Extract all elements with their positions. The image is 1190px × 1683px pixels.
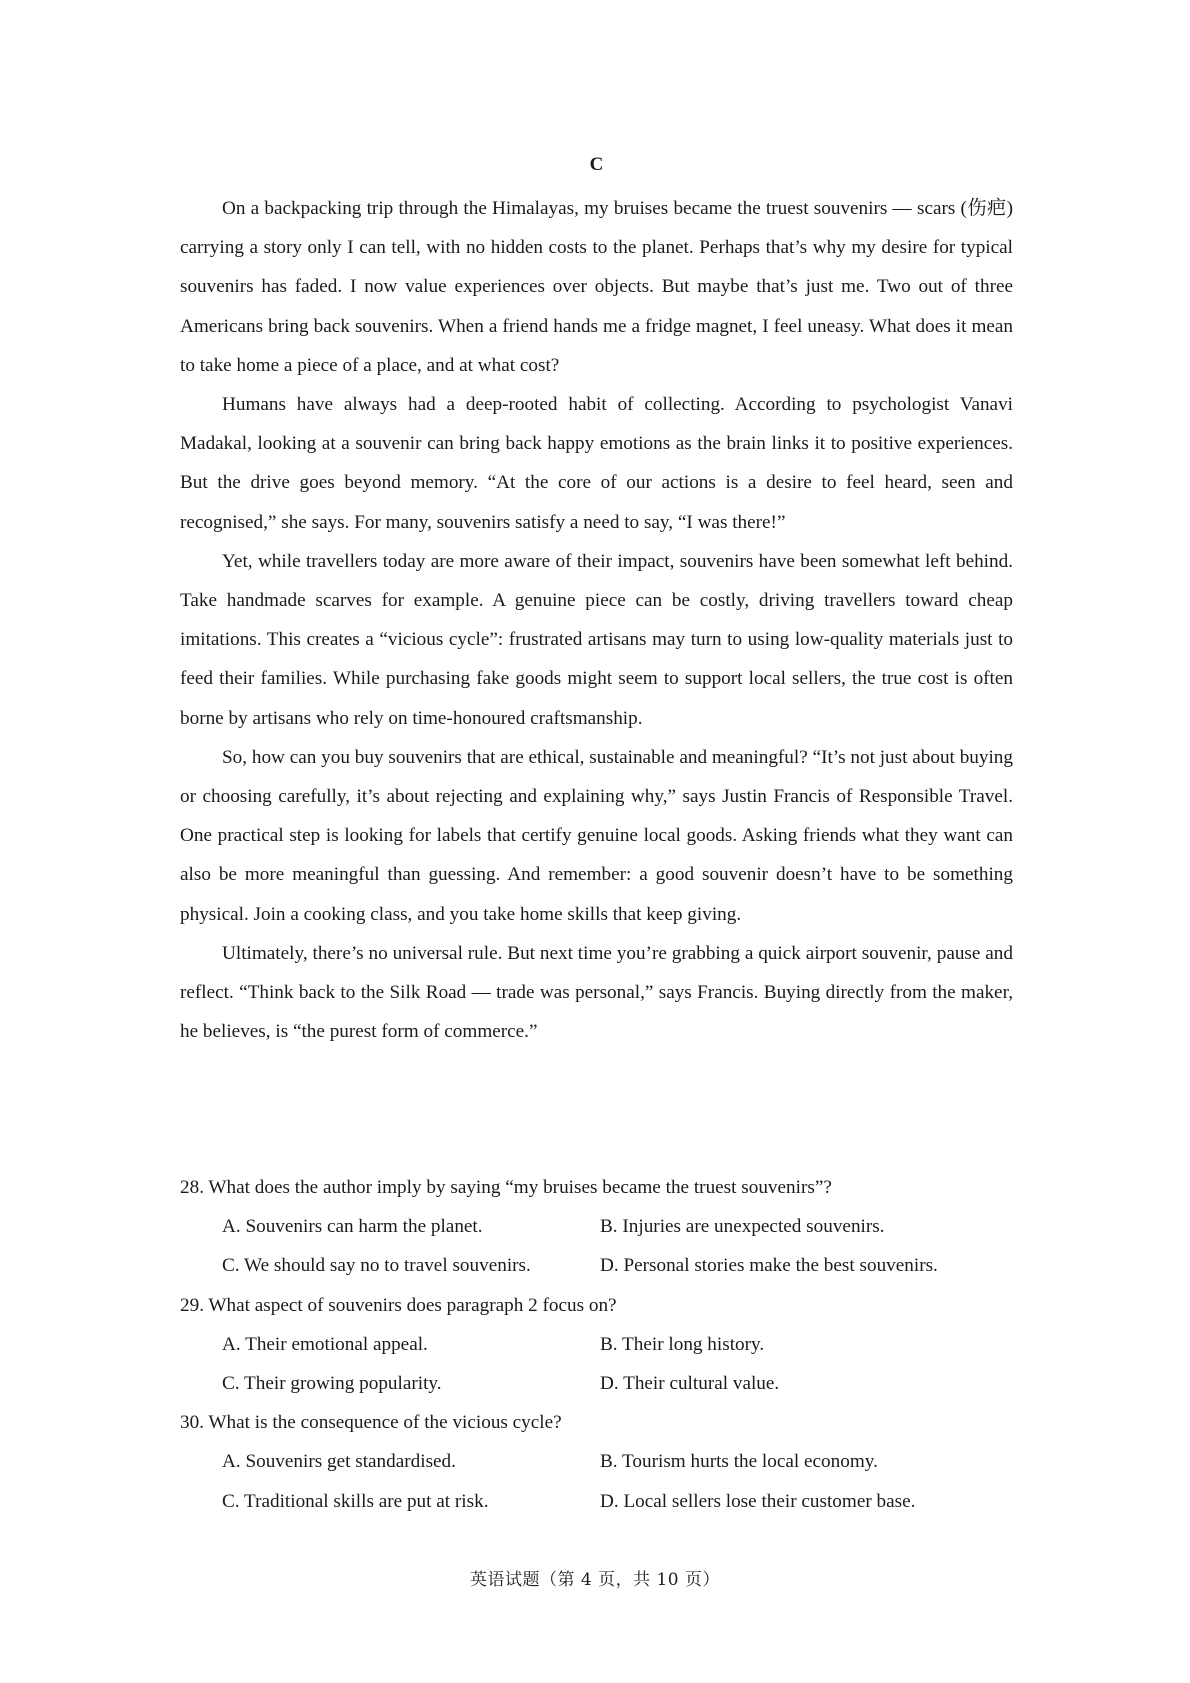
option-c: C. We should say no to travel souvenirs. [222,1255,531,1277]
question-stem: 29. What aspect of souvenirs does paragraph 2 focus on? [180,1294,617,1316]
question-29 [180,1286,1013,1404]
question-stem: 28. What does the author imply by saying “my bruises became the truest souvenirs”? [180,1177,832,1198]
paragraph: Humans have always had a deep-rooted habit of collecting. According to psychologist Vanavi Madakal, looking at a souvenir can bring back happy emotions as the brain links it to positive experiences. But the drive goes beyond memory. “At the core of our actions is a desire to feel heard, seen and recognised,” she says. For many, souvenirs satisfy a need to say, “I was there!” [180,394,1013,533]
option-a: A. Souvenirs get standardised. [222,1451,456,1473]
option-row [180,1207,1013,1246]
question-stem: 30. What is the consequence of the vicious cycle? [180,1412,562,1434]
option-d: D. Their cultural value. [600,1372,780,1394]
option-row [180,1442,1013,1481]
page-footer: 英语试题（第 4 页，共 10 页） [469,1570,721,1590]
option-row [180,1364,1013,1403]
paragraph: Yet, while travellers today are more aware of their impact, souvenirs have been somewhat left behind. Take handmade scarves for example. A genuine piece can be costly, driving travellers toward cheap imitations. This creates a “vicious cycle”: frustrated artisans may turn to using low-quality materials just to feed their families. While purchasing fake goods might seem to support local sellers, the true cost is often borne by artisans who rely on time-honoured craftsmanship. [180,550,1013,729]
paragraph: So, how can you buy souvenirs that are ethical, sustainable and meaningful? “It’s not just about buying or choosing carefully, it’s about rejecting and explaining why,” says Justin Francis of Responsible Travel. One practical step is looking for labels that certify genuine local goods. Asking friends what they want can also be more meaningful than guessing. And remember: a good souvenir doesn’t have to be something physical. Join a cooking class, and you take home skills that keep giving. [180,746,1013,925]
option-row [180,1325,1013,1364]
section-heading: C [589,154,604,175]
option-row [180,1482,1013,1521]
paragraph: Ultimately, there’s no universal rule. But next time you’re grabbing a quick airport souvenir, pause and reflect. “Think back to the Silk Road — trade was personal,” says Francis. Buying directly from the maker, he believes, is “the purest form of commerce.” [180,942,1013,1043]
question-30 [180,1403,1013,1521]
paragraph: On a backpacking trip through the Himalayas, my bruises became the truest souvenirs — scars (伤疤) carrying a story only I can tell, with no hidden costs to the planet. Perhaps that’s why my desire for typical souvenirs has faded. I now value experiences over objects. But maybe that’s just me. Two out of three Americans bring back souvenirs. When a friend hands me a fridge magnet, I feel uneasy. What does it mean to take home a piece of a place, and at what cost? [180,198,1013,376]
option-c: C. Traditional skills are put at risk. [222,1490,489,1512]
option-c: C. Their growing popularity. [222,1372,442,1394]
option-b: B. Their long history. [600,1333,765,1355]
option-a: A. Their emotional appeal. [222,1333,428,1355]
option-b: B. Tourism hurts the local economy. [600,1451,878,1473]
question-28 [180,1168,1013,1286]
option-row [180,1246,1013,1285]
option-b: B. Injuries are unexpected souvenirs. [600,1216,885,1238]
question-list [180,1168,1013,1521]
option-a: A. Souvenirs can harm the planet. [222,1216,483,1238]
reading-passage [180,189,1013,1051]
option-d: D. Personal stories make the best souvenirs. [600,1255,938,1277]
option-d: D. Local sellers lose their customer base. [600,1490,916,1512]
